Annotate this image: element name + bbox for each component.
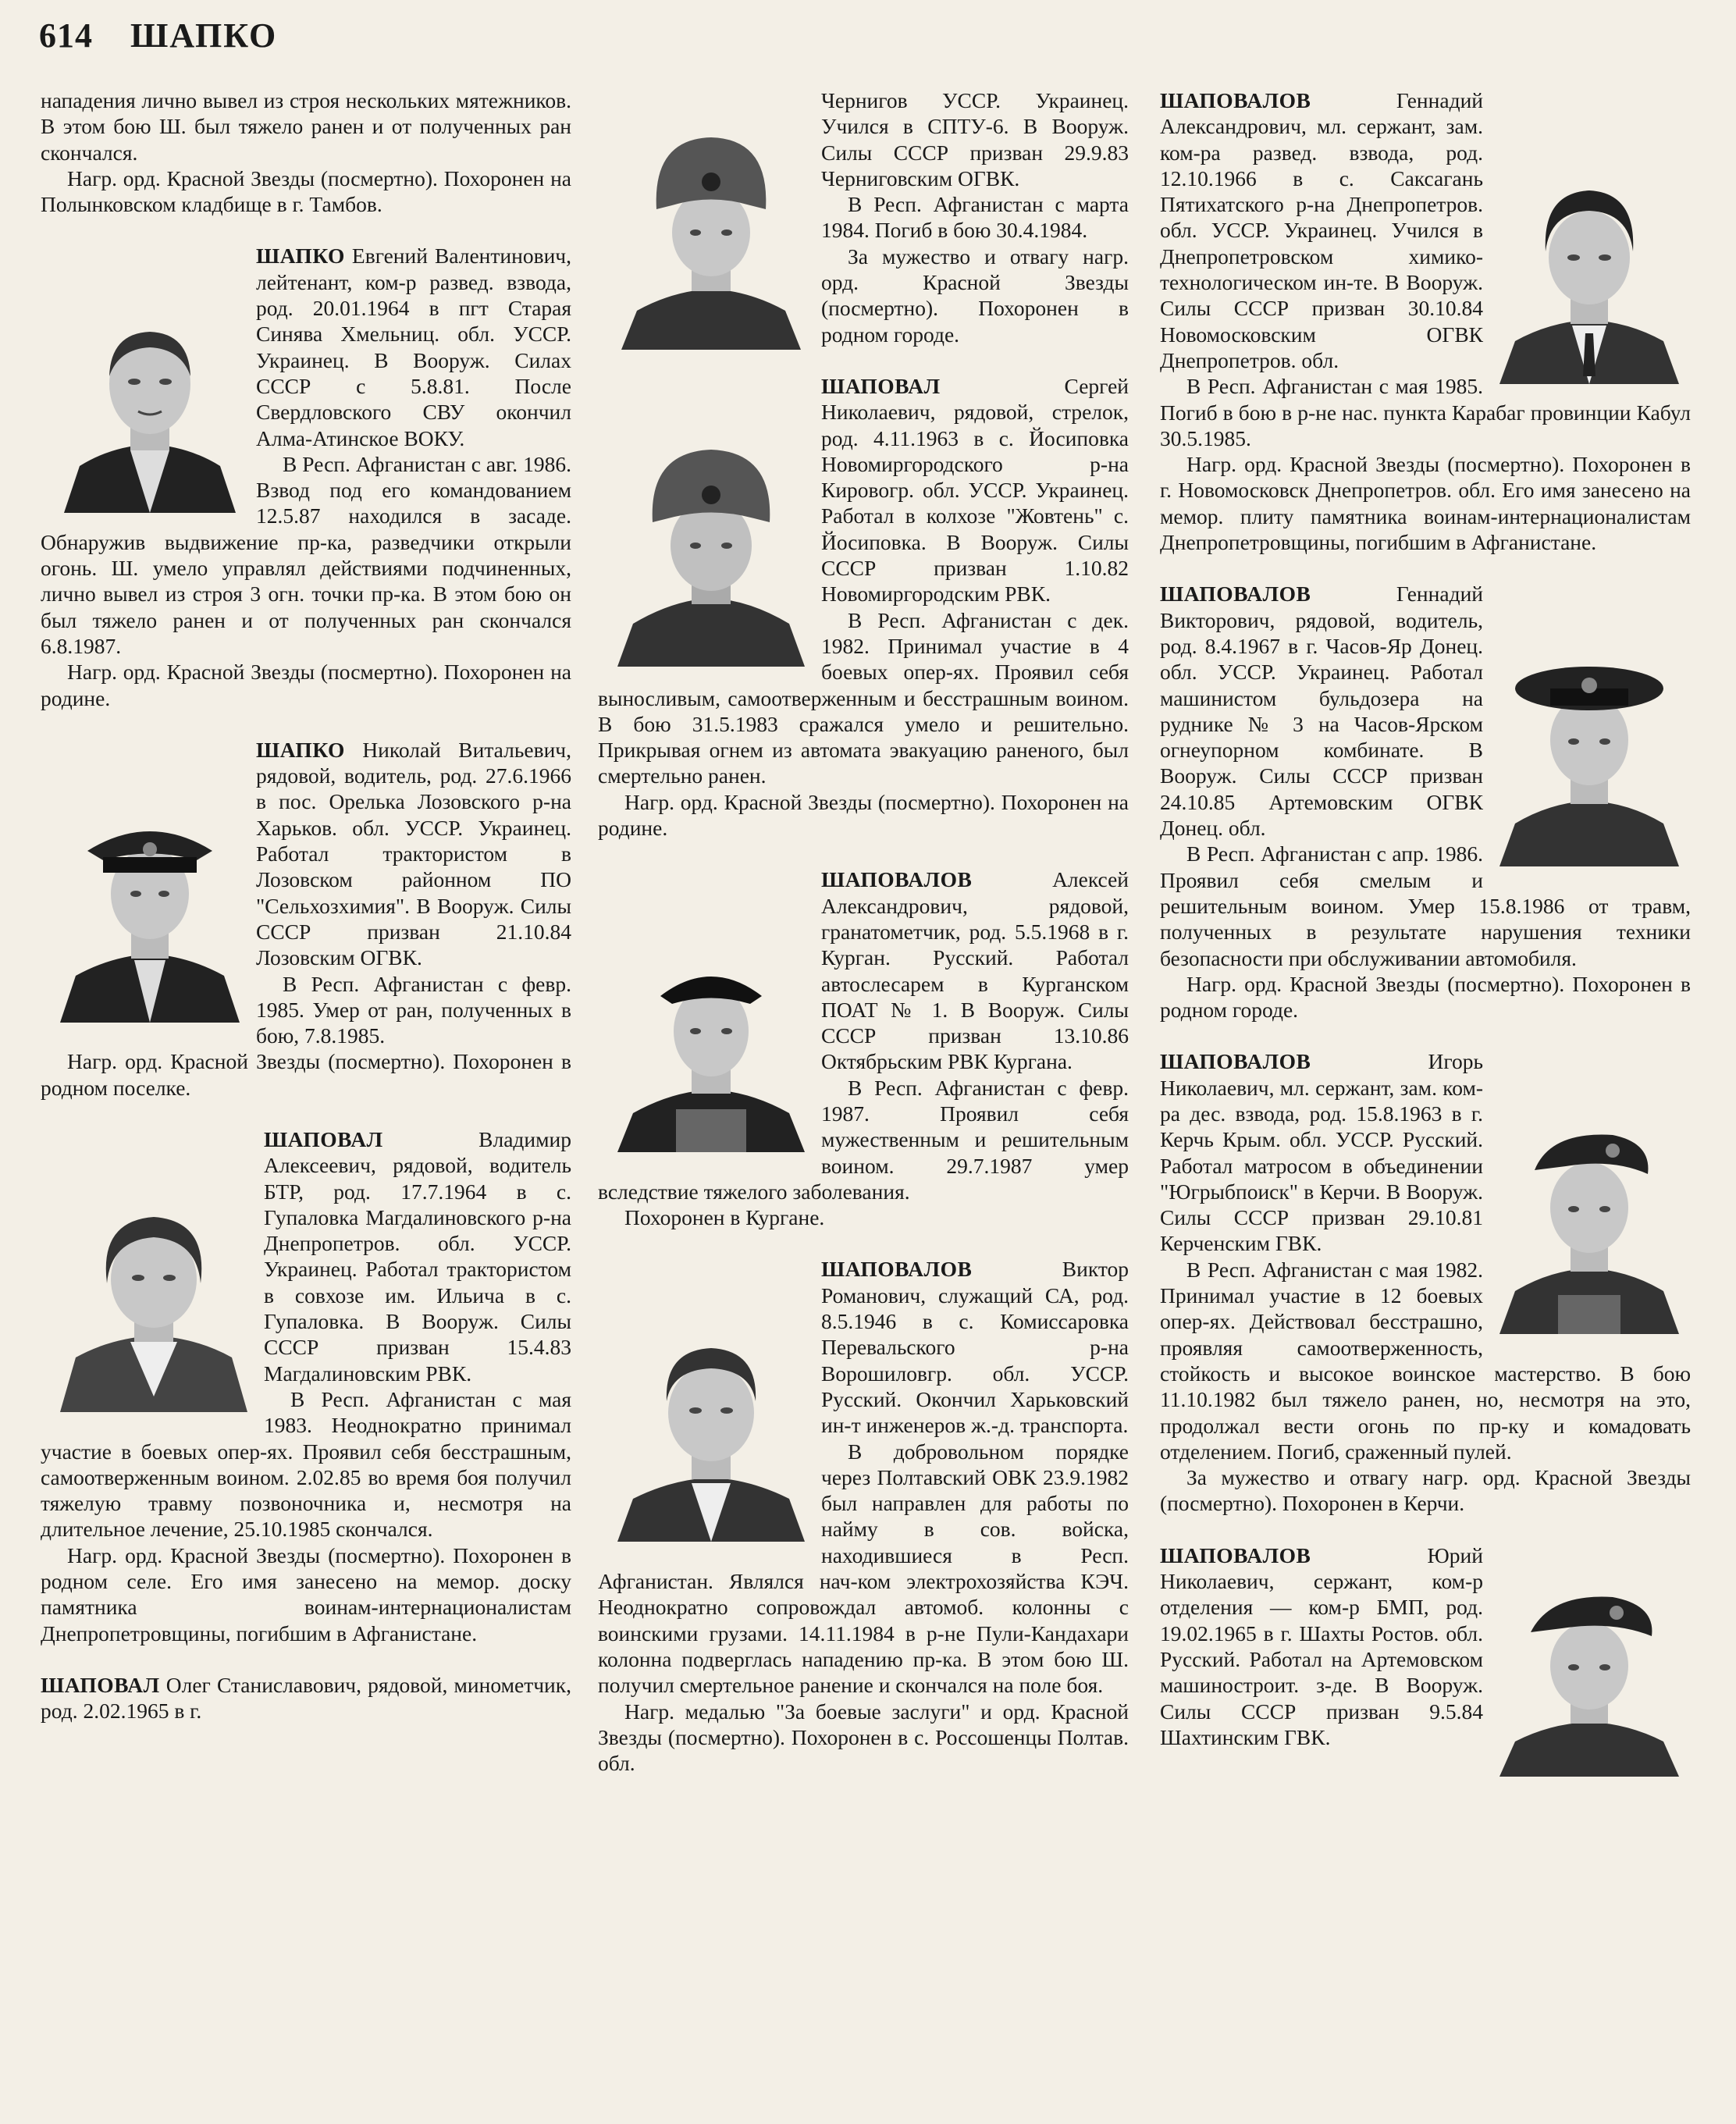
biography-entry <box>1160 1048 1691 1516</box>
column-3 <box>1160 87 1691 2113</box>
biography-entry <box>41 1126 571 1646</box>
portrait-photo <box>1496 165 1683 384</box>
continuation-text <box>41 87 571 217</box>
entry-award: Нагр. орд. Красной Звезды (посмертно). Похоронен в родном поселке. <box>41 1049 571 1100</box>
portrait-photo <box>614 926 809 1152</box>
entry-award: Нагр. орд. Красной Звезды (посмертно). Похоронен в родном городе. <box>1160 971 1691 1023</box>
entry-surname: ШАПКО <box>256 244 345 269</box>
page-header <box>39 16 277 70</box>
entry-service: В Респ. Афганистан с авг. 1986. Взвод под его командованием 12.5.87 находился в засаде. Обнаружив выдвижение пр-ка, разведчики открыли огонь. Ш. умело управлял действиями подчиненных, лично вывел из строя 3 огн. точки пр-ка. В этом бою он был тяжело ранен и от полученных ран скончался 6.8.1987. <box>41 451 571 658</box>
portrait-photo <box>614 123 809 350</box>
biography-entry <box>41 243 571 710</box>
entry-award: Нагр. медалью "За боевые заслуги" и орд. Красной Звезды (посмертно). Похоронен в с. Россошенцы Полтав. обл. <box>598 1699 1129 1776</box>
entry-surname: ШАПОВАЛОВ <box>821 867 973 892</box>
entry-award: Нагр. орд. Красной Звезды (посмертно). Похоронен на родине. <box>598 789 1129 841</box>
biography-entry <box>41 737 571 1101</box>
entry-service: В добровольном порядке через Полтавский ОВК 23.9.1982 был направлен для работы по найму в сов. войска, находившиеся в Респ. Афганистан. Являлся нач-ком электрохозяйства КЭЧ. Неоднократно сопровождал автомоб. колонны с воинскими грузами. 14.11.1984 в р-не Пули-Кандахари колонна подверглась нападению пр-ка. В этом бою Ш. получил смертельное ранение и скончался на поле боя. <box>598 1439 1129 1698</box>
entry-award: Нагр. орд. Красной Звезды (посмертно). Похоронен на родине. <box>41 660 571 710</box>
entry-surname: ШАПОВАЛ <box>264 1126 383 1151</box>
entry-surname: ШАПОВАЛОВ <box>1160 88 1311 112</box>
entry-details: Геннадий Викторович, рядовой, водитель, род. 8.4.1967 в г. Часов-Яр Донец. обл. УССР. Украинец. Работал машинистом бульдозера на руднике № 3 на Часов-Ярском огнеупорном комбинате. В Вооруж. Силы СССР призван 24.10.85 Артемовским ОГВК Донец. обл. <box>1160 582 1483 841</box>
entry-service: В Респ. Афганистан с мая 1983. Неоднократно принимал участие в боевых опер-ях. Проявил себя бесстрашным, самоотверженным воином. 2.02.85 во время боя получил тяжелую травму позвоночника и, несмотря на длительное лечение, 25.10.1985 скончался. <box>41 1386 571 1542</box>
entry-award: За мужество и отвагу нагр. орд. Красной Звезды (посмертно). Похоронен в родном городе. <box>821 244 1129 347</box>
entry-surname: ШАПКО <box>256 737 345 762</box>
running-head: ШАПКО <box>130 16 278 55</box>
entry-details: Алексей Александрович, рядовой, гранатометчик, род. 5.5.1968 в г. Курган. Русский. Работал автослесарем в Курганском ПОАТ № 1. В Вооруж. Силы СССР призван 13.10.86 Октябрьским РВК Кургана. <box>821 867 1129 1074</box>
portrait-photo <box>56 1186 251 1412</box>
portrait-photo <box>1496 640 1683 866</box>
entry-service: В Респ. Афганистан с февр. 1987. Проявил себя мужественным и решительным воином. 29.7.1987 умер вследствие тяжелого заболевания. <box>598 1075 1129 1204</box>
portrait-photo <box>56 796 244 1023</box>
entry-service: В Респ. Афганистан с дек. 1982. Принимал участие в 4 боевых опер-ях. Проявил себя выносливым, самоотверженным и бесстрашным воином. В бою 31.5.1983 сражался умело и решительно. Прикрывая огнем из автомата эвакуацию раненого, был смертельно ранен. <box>598 607 1129 788</box>
page-number: 614 <box>39 16 93 55</box>
portrait-photo <box>614 1315 809 1542</box>
entry-details: Олег Станиславович, рядовой, минометчик, род. 2.02.1965 в г. <box>41 1672 571 1724</box>
portrait-photo <box>1496 1108 1683 1334</box>
entry-details: Юрий Николаевич, сержант, ком-р отделения — ком-р БМП, род. 19.02.1965 в г. Шахты Ростов. обл. Русский. Работал на Артемовском машиностроит. з-де. В Вооруж. Силы СССР призван 9.5.84 Шахтинским ГВК. <box>1160 1542 1483 1749</box>
column-2 <box>598 87 1129 2113</box>
biography-entry <box>1160 87 1691 555</box>
biography-entry <box>598 1256 1129 1776</box>
award-paragraph: Нагр. орд. Красной Звезды (посмертно). Похоронен на Полынковском кладбище в г. Тамбов. <box>41 165 571 217</box>
continuation-paragraph: Чернигов УССР. Украинец. Учился в СПТУ-6. В Вооруж. Силы СССР призван 29.9.83 Черниговским ОГВК. <box>821 88 1129 190</box>
entry-details: Геннадий Александрович, мл. сержант, зам. ком-ра развед. взвода, род. 12.10.1966 в с. Саксагань Пятихатского р-на Днепропетров. обл. УССР. Украинец. Учился в Днепропетровском химико-технологическом ин-те. В Вооруж. Силы СССР призван 30.10.84 Новомосковским ОГВК Днепропетров. обл. <box>1160 88 1483 372</box>
entry-surname: ШАПОВАЛ <box>41 1672 160 1697</box>
portrait-photo <box>1496 1574 1683 1777</box>
entry-service: В Респ. Афганистан с марта 1984. Погиб в бою 30.4.1984. <box>821 192 1129 243</box>
column-1 <box>41 87 571 2113</box>
entry-award: Нагр. орд. Красной Звезды (посмертно). Похоронен в родном селе. Его имя занесено на мемор. доску памятника воинам-интернационалистам Днепропетровщины, погибшим в Афганистане. <box>41 1542 571 1645</box>
entry-details: Виктор Романович, служащий СА, род. 8.5.1946 в с. Комиссаровка Перевальского р-на Ворошиловгр. обл. УССР. Русский. Окончил Харьковский ин-т инженеров ж.-д. транспорта. <box>821 1257 1129 1438</box>
entry-details: Владимир Алексеевич, рядовой, водитель БТР, род. 17.7.1964 в с. Гупаловка Магдалиновского р-на Днепропетров. обл. УССР. Украинец. Работал трактористом в совхозе им. Ильича в с. Гупаловка. В Вооруж. Силы СССР призван 15.4.83 Магдалиновским РВК. <box>264 1126 571 1386</box>
entry-details: Николай Витальевич, рядовой, водитель, род. 27.6.1966 в пос. Орелька Лозовского р-на Харьков. обл. УССР. Украинец. Работал трактористом в Лозовском районном ПО "Сельхозхимия". В Вооруж. Силы СССР призван 21.10.84 Лозовским ОГВК. <box>256 737 571 970</box>
biography-entry <box>598 373 1129 841</box>
portrait-photo <box>56 302 244 513</box>
entry-award: Похоронен в Кургане. <box>624 1205 825 1230</box>
biography-entry <box>1160 581 1691 1023</box>
entry-surname: ШАПОВАЛ <box>821 373 941 398</box>
entry-surname: ШАПОВАЛОВ <box>1160 582 1311 607</box>
entry-award: За мужество и отвагу нагр. орд. Красной Звезды (посмертно). Похоронен в Керчи. <box>1160 1465 1691 1516</box>
portrait-photo <box>614 432 809 667</box>
entry-surname: ШАПОВАЛОВ <box>1160 1049 1311 1074</box>
entry-service: В Респ. Афганистан с мая 1982. Принимал участие в 12 боевых опер-ях. Действовал бесстрашно, проявляя самоотверженность, стойкость и высокое воинское мастерство. В бою 11.10.1982 был тяжело ранен, но, несмотря на это, продолжал вести огонь по пр-ку и комадовать отделением. Погиб, сраженный пулей. <box>1160 1257 1691 1464</box>
entry-details: Игорь Николаевич, мл. сержант, зам. ком-ра дес. взвода, род. 15.8.1963 в г. Керчь Крым. обл. УССР. Русский. Работал матросом в объединении "Югрыбпоиск" в Керчи. В Вооруж. Силы СССР призван 29.10.81 Керченским ГВК. <box>1160 1049 1483 1256</box>
entry-surname: ШАПОВАЛОВ <box>1160 1542 1311 1567</box>
entry-details: Сергей Николаевич, рядовой, стрелок, род. 4.11.1963 в с. Йосиповка Новомиргородского р-на Кировогр. обл. УССР. Украинец. Работал в колхозе "Жовтень" с. Йосиповка. В Вооруж. Силы СССР призван 1.10.82 Новомиргородским РВК. <box>821 373 1129 607</box>
biography-entry <box>1160 1542 1691 1750</box>
entry-service: В Респ. Афганистан с мая 1985. Погиб в бою в р-не нас. пункта Карабаг провинции Кабул 30.5.1985. <box>1160 374 1691 450</box>
biography-entry <box>598 866 1129 1230</box>
entry-service: В Респ. Афганистан с апр. 1986. Проявил себя смелым и решительным воином. Умер 15.8.1986 от травм, полученных в результате нарушения техники безопасности при обслуживании автомобиля. <box>1160 841 1691 970</box>
entry-award: Нагр. орд. Красной Звезды (посмертно). Похоронен в г. Новомосковск Днепропетров. обл. Его имя занесено на мемор. плиту памятника воинам-интернационалистам Днепропетровщины, погибшим в Афганистане. <box>1160 452 1691 555</box>
continuation-text <box>598 87 1129 347</box>
entry-surname: ШАПОВАЛОВ <box>821 1257 973 1282</box>
biography-entry <box>41 1672 571 1724</box>
entry-service: В Респ. Афганистан с февр. 1985. Умер от ран, полученных в бою, 7.8.1985. <box>256 971 571 1048</box>
continuation-paragraph: нападения лично вывел из строя нескольких мятежников. В этом бою Ш. был тяжело ранен и от полученных ран скончался. <box>41 88 571 165</box>
entry-details: Евгений Валентинович, лейтенант, ком-р развед. взвода, род. 20.01.1964 в пгт Старая Синява Хмельниц. обл. УССР. Украинец. В Вооруж. Силах СССР с 5.8.81. После Свердловского СВУ окончил Алма-Атинское ВОКУ. <box>256 244 571 450</box>
